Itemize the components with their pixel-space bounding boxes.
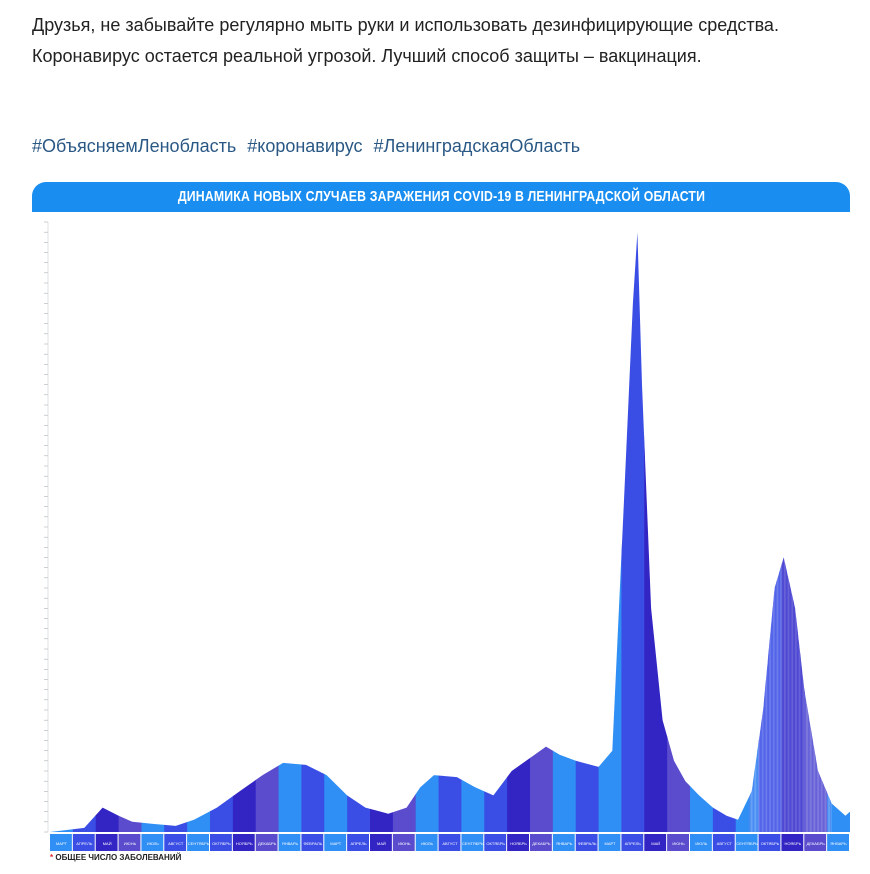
month-area-band <box>370 222 393 832</box>
month-area-band <box>324 222 347 832</box>
month-label: АВГУСТ <box>442 841 458 846</box>
hashtags <box>32 132 586 160</box>
month-area-band <box>301 222 324 832</box>
month-area-band <box>736 222 759 832</box>
month-label: СЕНТЯБРЬ <box>736 841 758 846</box>
post-text: Друзья, не забывайте регулярно мыть руки и использовать дезинфицирующие средства. Коронавирус остается реальной угрозой. Лучший способ защиты – вакцинация. <box>32 15 779 66</box>
month-label: ДЕКАБРЬ <box>806 841 825 846</box>
month-area-band <box>713 222 736 832</box>
month-label: ИЮНЬ <box>398 841 411 846</box>
month-label: НОЯБРЬ <box>510 841 527 846</box>
month-area-band <box>347 222 370 832</box>
area-series <box>50 222 850 832</box>
month-label: ЯНВАРЬ <box>830 841 847 846</box>
month-label: АПРЕЛЬ <box>76 841 93 846</box>
footnote-text: ОБЩЕЕ ЧИСЛО ЗАБОЛЕВАНИЙ <box>55 853 182 862</box>
month-label: НОЯБРЬ <box>784 841 802 846</box>
month-label: ИЮЛЬ <box>421 841 434 846</box>
month-label: ИЮНЬ <box>123 841 137 846</box>
month-area-band <box>644 222 667 832</box>
month-label: СЕНТЯБРЬ <box>462 841 484 846</box>
month-label: ОКТЯБРЬ <box>486 841 506 846</box>
month-label: МАЙ <box>102 841 112 846</box>
month-label: ЯНВАРЬ <box>556 841 573 846</box>
month-area-band <box>507 222 530 832</box>
month-area-band <box>73 222 96 832</box>
month-area-band <box>256 222 279 832</box>
month-area-band <box>530 222 553 832</box>
month-area-band <box>233 222 256 832</box>
month-area-band <box>50 222 73 832</box>
month-area-band <box>416 222 439 832</box>
month-area-band <box>599 222 622 832</box>
month-area-band <box>461 222 484 832</box>
month-label: ЯНВАРЬ <box>281 841 299 846</box>
month-area-band <box>553 222 576 832</box>
chart-footnote <box>50 853 181 862</box>
chart-svg <box>32 182 850 874</box>
month-label: АПРЕЛЬ <box>624 841 641 846</box>
month-area-band <box>187 222 210 832</box>
month-label: ДЕКАБРЬ <box>257 841 277 846</box>
month-area-band <box>141 222 164 832</box>
month-label: МАРТ <box>330 841 342 846</box>
month-label: ФЕВРАЛЬ <box>577 841 597 846</box>
month-area-band <box>96 222 119 832</box>
month-label: ИЮЛЬ <box>146 841 159 846</box>
month-area-band <box>119 222 142 832</box>
footnote-star: * <box>50 853 54 862</box>
month-label: МАЙ <box>651 841 661 846</box>
month-label: ИЮНЬ <box>672 841 685 846</box>
month-label: МАРТ <box>55 841 67 846</box>
month-area-band <box>576 222 599 832</box>
month-label: ИЮЛЬ <box>695 841 708 846</box>
month-label: ОКТЯБРЬ <box>760 841 780 846</box>
month-area-band <box>164 222 187 832</box>
hashtag-link[interactable]: #ЛенинградскаяОбласть <box>373 136 581 156</box>
month-label: ОКТЯБРЬ <box>212 841 231 846</box>
hashtag-link[interactable]: #ОбъясняемЛенобласть <box>32 136 237 156</box>
month-area-band <box>484 222 507 832</box>
month-label: МАЙ <box>376 841 386 846</box>
month-label: НОЯБРЬ <box>235 841 253 846</box>
month-area-band <box>439 222 462 832</box>
month-label: АВГУСТ <box>716 841 732 846</box>
month-label: СЕНТЯБРЬ <box>187 841 210 846</box>
month-area-band <box>827 222 850 832</box>
month-area-band <box>210 222 233 832</box>
month-area-band <box>667 222 690 832</box>
month-area-band <box>690 222 713 832</box>
covid-chart-image[interactable] <box>32 182 850 874</box>
month-label: МАРТ <box>604 841 616 846</box>
month-label: АВГУСТ <box>168 841 184 846</box>
month-area-band <box>621 222 644 832</box>
month-label: ДЕКАБРЬ <box>532 841 551 846</box>
month-area-band <box>393 222 416 832</box>
month-label: ФЕВРАЛЬ <box>303 841 323 846</box>
month-label: АПРЕЛЬ <box>350 841 367 846</box>
chart-title: ДИНАМИКА НОВЫХ СЛУЧАЕВ ЗАРАЖЕНИЯ COVID-19 В ЛЕНИНГРАДСКОЙ ОБЛАСТИ <box>177 188 705 205</box>
hashtag-link[interactable]: #коронавирус <box>247 136 363 156</box>
month-area-band <box>279 222 302 832</box>
